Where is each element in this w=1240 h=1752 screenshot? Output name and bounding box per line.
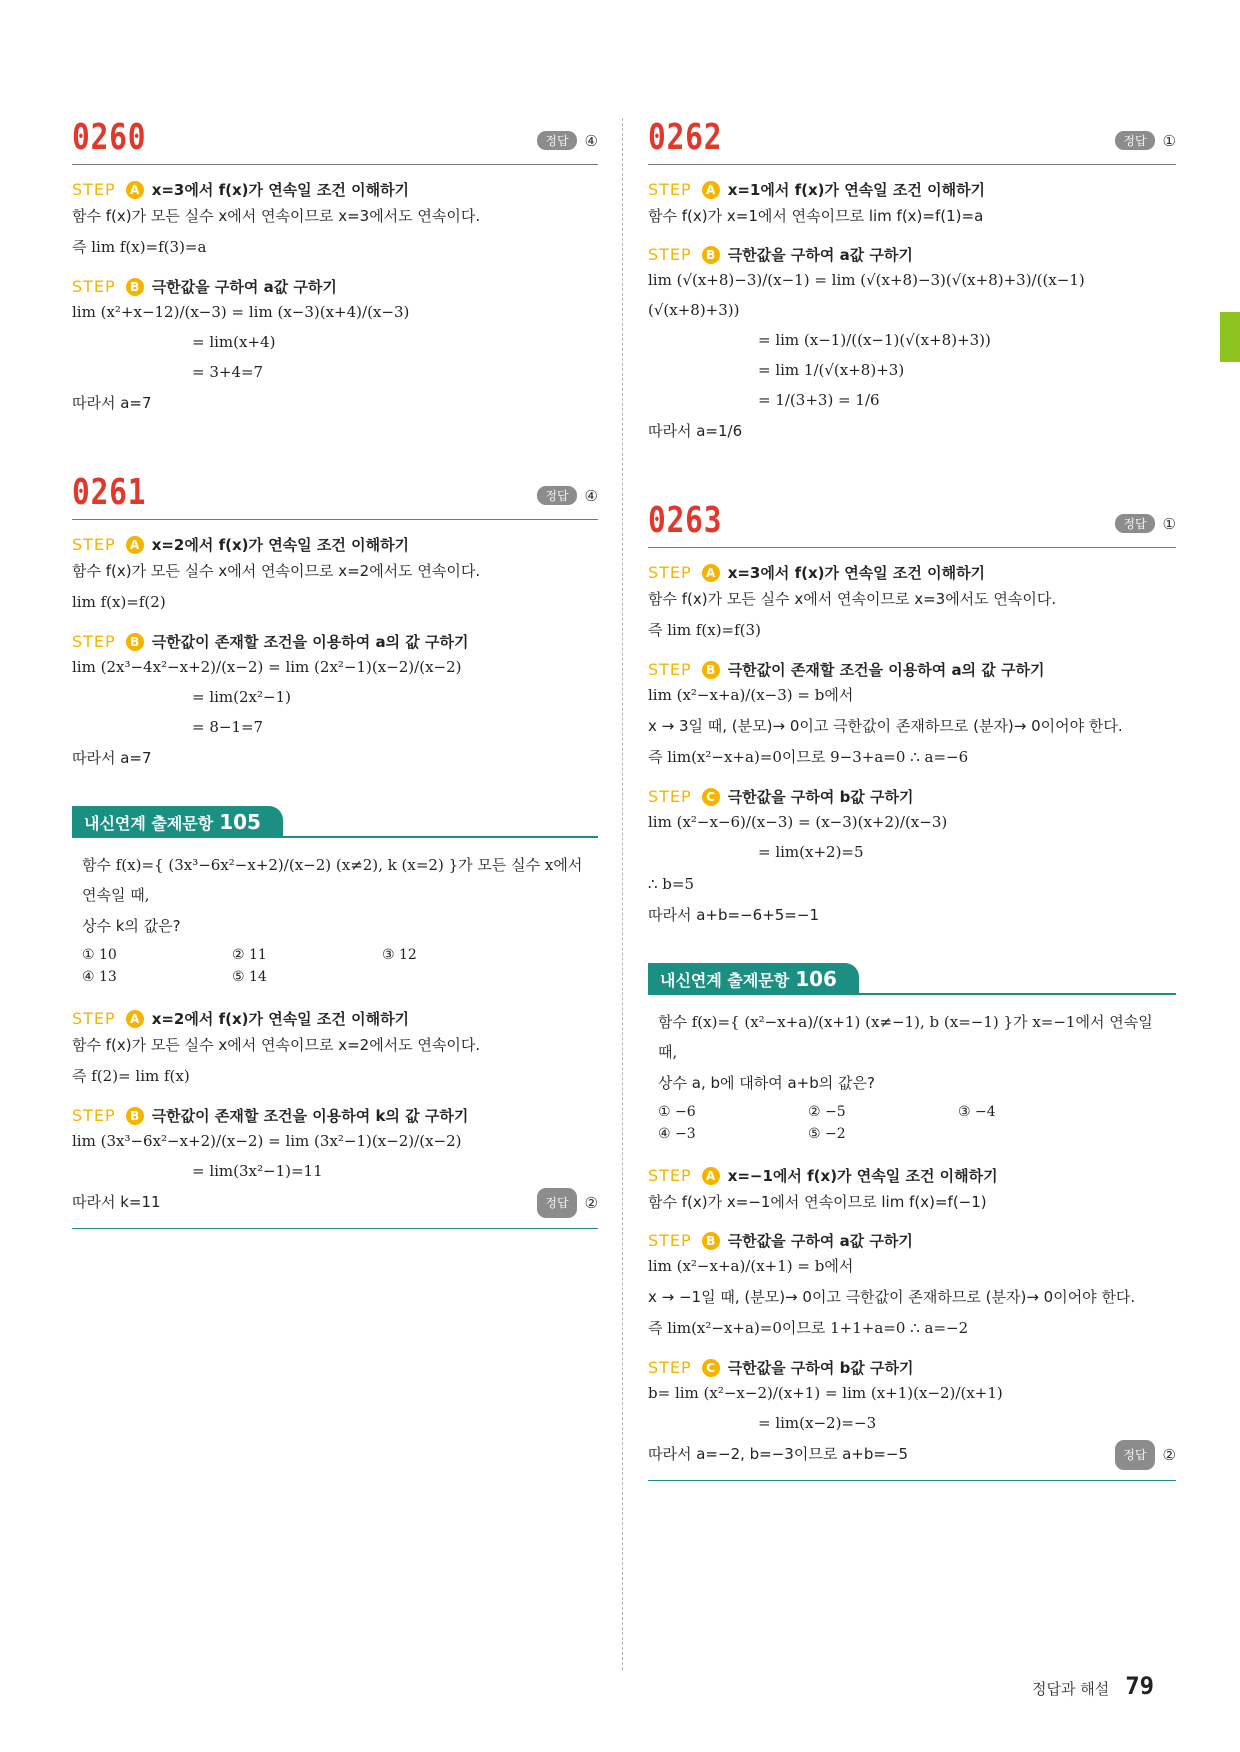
- question-line: 상수 a, b에 대하여 a+b의 값은?: [658, 1074, 875, 1092]
- column-divider: [622, 118, 623, 1670]
- step-title: x=−1에서 f(x)가 연속일 조건 이해하기: [727, 1167, 998, 1185]
- problem-number: 0261: [72, 472, 147, 513]
- naesin-question: [648, 995, 1176, 1151]
- math-line: lim (x²−x+a)/(x+1) = b에서: [648, 1257, 854, 1275]
- answer-badge: [537, 131, 598, 150]
- conclusion: 따라서 a=1/6: [648, 422, 743, 440]
- math-line: 즉 lim(x²−x+a)=0이므로 1+1+a=0 ∴ a=−2: [648, 1319, 969, 1337]
- step-tag: STEP: [72, 1009, 116, 1028]
- conclusion: 따라서 a+b=−6+5=−1: [648, 906, 819, 924]
- step-c: [648, 786, 1176, 807]
- step-tag: STEP: [648, 563, 692, 582]
- step-tag: STEP: [648, 180, 692, 199]
- naesin-header: [72, 802, 598, 838]
- step-tag: STEP: [72, 277, 116, 296]
- step-title: 극한값을 구하여 b값 구하기: [727, 788, 914, 806]
- step-title: 극한값을 구하여 a값 구하기: [727, 246, 913, 264]
- naesin-problem-106: [648, 959, 1176, 1481]
- conclusion: 따라서 a=7: [72, 394, 152, 412]
- step-tag: STEP: [648, 245, 692, 264]
- step-b: [72, 631, 598, 652]
- naesin-banner-label: 내신연계 출제문항: [84, 814, 214, 833]
- step-letter-badge: C: [702, 788, 720, 806]
- math-line: = 3+4=7: [192, 363, 264, 381]
- right-column: [648, 110, 1176, 1481]
- choice-item: ⑤ −2: [808, 1126, 846, 1142]
- conclusion: 따라서 a=7: [72, 749, 152, 767]
- answer-value: ②: [1162, 1446, 1176, 1464]
- problem-number: 0260: [72, 117, 147, 158]
- naesin-question: [72, 838, 598, 994]
- step-letter-badge: A: [126, 181, 144, 199]
- step-letter-badge: B: [126, 1107, 144, 1125]
- problem-header: [648, 493, 1176, 548]
- math-line: 즉 f(2)= lim f(x): [72, 1067, 190, 1085]
- math-line: = lim 1/(√(x+8)+3): [758, 361, 905, 379]
- math-line: lim (3x³−6x²−x+2)/(x−2) = lim (3x²−1)(x−2)/(x−2): [72, 1132, 462, 1150]
- math-line: lim f(x)=f(2): [72, 593, 166, 611]
- choice-item: ③ −4: [958, 1104, 996, 1120]
- step-letter-badge: B: [702, 246, 720, 264]
- page-footer: [1032, 1672, 1154, 1700]
- math-line: lim (x²+x−12)/(x−3) = lim (x−3)(x+4)/(x−3): [72, 303, 410, 321]
- naesin-problem-105: [72, 802, 598, 1229]
- step-b: [648, 1230, 1176, 1251]
- section-end-rule: [72, 1228, 598, 1229]
- step-a: [72, 1008, 598, 1029]
- text-line: 함수 f(x)가 모든 실수 x에서 연속이므로 x=2에서도 연속이다.: [72, 562, 481, 580]
- answer-label: 정답: [537, 1188, 576, 1218]
- problem-0262: [648, 110, 1176, 445]
- step-letter-badge: A: [702, 1167, 720, 1185]
- answer-badge: [537, 486, 598, 505]
- section-end-rule: [648, 1480, 1176, 1481]
- choice-item: ④ −3: [658, 1126, 696, 1142]
- choice-item: ③ 12: [382, 947, 417, 963]
- step-letter-badge: B: [702, 1232, 720, 1250]
- question-line: 함수 f(x)={ (3x³−6x²−x+2)/(x−2) (x≠2), k (x=2) }가 모든 실수 x에서 연속일 때,: [82, 856, 583, 904]
- answer-value: ④: [584, 486, 598, 505]
- step-letter-badge: A: [126, 1010, 144, 1028]
- text-line: 함수 f(x)가 모든 실수 x에서 연속이므로 x=2에서도 연속이다.: [72, 1036, 481, 1054]
- answer-label: 정답: [537, 486, 576, 505]
- step-b: [648, 244, 1176, 265]
- text-line: 함수 f(x)가 x=1에서 연속이므로 lim f(x)=f(1)=a: [648, 207, 984, 225]
- step-title: 극한값이 존재할 조건을 이용하여 a의 값 구하기: [151, 633, 469, 651]
- step-letter-badge: A: [126, 536, 144, 554]
- answer-label: 정답: [1115, 514, 1154, 533]
- problem-number: 0263: [648, 500, 723, 541]
- step-tag: STEP: [648, 1231, 692, 1250]
- naesin-number: 106: [795, 967, 837, 991]
- step-letter-badge: B: [126, 633, 144, 651]
- math-line: 즉 lim(x²−x+a)=0이므로 9−3+a=0 ∴ a=−6: [648, 748, 969, 766]
- math-line: = lim (x−1)/((x−1)(√(x+8)+3)): [758, 331, 991, 349]
- conclusion-row: [72, 1188, 598, 1216]
- problem-0260: [72, 110, 598, 417]
- math-line: lim (√(x+8)−3)/(x−1) = lim (√(x+8)−3)(√(x+8)+3)/((x−1)(√(x+8)+3)): [648, 271, 1085, 319]
- step-tag: STEP: [648, 660, 692, 679]
- math-line: = lim(x−2)=−3: [758, 1414, 877, 1432]
- math-line: = lim(3x²−1)=11: [192, 1162, 323, 1180]
- choice-item: ① −6: [658, 1104, 696, 1120]
- problem-header: [648, 110, 1176, 165]
- answer-badge: [1115, 514, 1176, 533]
- answer-value: ①: [1162, 514, 1176, 533]
- step-title: 극한값을 구하여 a값 구하기: [151, 278, 337, 296]
- math-line: = 1/(3+3) = 1/6: [758, 391, 880, 409]
- conclusion-row: [648, 1440, 1176, 1468]
- step-b: [648, 659, 1176, 680]
- answer-value: ②: [584, 1194, 598, 1212]
- answer-badge: [1115, 131, 1176, 150]
- question-line: 함수 f(x)={ (x²−x+a)/(x+1) (x≠−1), b (x=−1) }가 x=−1에서 연속일 때,: [658, 1013, 1153, 1061]
- step-tag: STEP: [648, 787, 692, 806]
- choice-item: ② −5: [808, 1104, 846, 1120]
- answer-label: 정답: [1115, 1440, 1154, 1470]
- step-title: x=2에서 f(x)가 연속일 조건 이해하기: [151, 536, 410, 554]
- choice-list: [82, 944, 588, 988]
- step-tag: STEP: [648, 1358, 692, 1377]
- page-number: 79: [1125, 1672, 1155, 1700]
- choice-list: [658, 1101, 1166, 1145]
- text-line: x → 3일 때, (분모)→ 0이고 극한값이 존재하므로 (분자)→ 0이어야 한다.: [648, 717, 1123, 735]
- choice-item: ⑤ 14: [232, 969, 267, 985]
- step-letter-badge: C: [702, 1359, 720, 1377]
- math-line: = lim(2x²−1): [192, 688, 291, 706]
- chapter-tab-marker: [1220, 312, 1240, 362]
- choice-item: ② 11: [232, 947, 267, 963]
- problem-header: [72, 110, 598, 165]
- text-line: x → −1일 때, (분모)→ 0이고 극한값이 존재하므로 (분자)→ 0이어야 한다.: [648, 1288, 1136, 1306]
- answer-value: ①: [1162, 131, 1176, 150]
- step-letter-badge: A: [702, 181, 720, 199]
- answer-label: 정답: [537, 131, 576, 150]
- problem-0263: [648, 493, 1176, 929]
- answer-label: 정답: [1115, 131, 1154, 150]
- step-c: [648, 1357, 1176, 1378]
- step-title: x=1에서 f(x)가 연속일 조건 이해하기: [727, 181, 986, 199]
- step-title: 극한값이 존재할 조건을 이용하여 a의 값 구하기: [727, 661, 1045, 679]
- step-tag: STEP: [72, 1106, 116, 1125]
- answer-badge: [537, 1188, 598, 1218]
- question-line: 상수 k의 값은?: [82, 917, 181, 935]
- step-title: 극한값이 존재할 조건을 이용하여 k의 값 구하기: [151, 1107, 469, 1125]
- step-tag: STEP: [72, 535, 116, 554]
- step-a: [72, 534, 598, 555]
- step-letter-badge: B: [702, 661, 720, 679]
- problem-header: [72, 465, 598, 520]
- step-a: [648, 1165, 1176, 1186]
- problem-number: 0262: [648, 117, 723, 158]
- naesin-number: 105: [219, 810, 261, 834]
- step-a: [648, 179, 1176, 200]
- text-line: 함수 f(x)가 모든 실수 x에서 연속이므로 x=3에서도 연속이다.: [72, 207, 481, 225]
- math-line: ∴ b=5: [648, 875, 695, 893]
- math-line: = lim(x+2)=5: [758, 843, 864, 861]
- math-line: lim (x²−x+a)/(x−3) = b에서: [648, 686, 854, 704]
- math-line: lim (2x³−4x²−x+2)/(x−2) = lim (2x²−1)(x−2)/(x−2): [72, 658, 462, 676]
- step-a: [648, 562, 1176, 583]
- math-line: 즉 lim f(x)=f(3): [648, 621, 761, 639]
- step-tag: STEP: [72, 180, 116, 199]
- step-letter-badge: A: [702, 564, 720, 582]
- step-tag: STEP: [648, 1166, 692, 1185]
- math-line: 즉 lim f(x)=f(3)=a: [72, 238, 207, 256]
- step-title: 극한값을 구하여 a값 구하기: [727, 1232, 913, 1250]
- step-tag: STEP: [72, 632, 116, 651]
- step-title: x=3에서 f(x)가 연속일 조건 이해하기: [151, 181, 410, 199]
- naesin-banner-label: 내신연계 출제문항: [660, 971, 790, 990]
- step-b: [72, 276, 598, 297]
- naesin-banner: [72, 806, 283, 838]
- math-line: = lim(x+4): [192, 333, 276, 351]
- naesin-header: [648, 959, 1176, 995]
- math-line: b= lim (x²−x−2)/(x+1) = lim (x+1)(x−2)/(x+1): [648, 1384, 1003, 1402]
- choice-item: ① 10: [82, 947, 117, 963]
- answer-value: ④: [584, 131, 598, 150]
- footer-label: 정답과 해설: [1032, 1680, 1110, 1698]
- step-title: 극한값을 구하여 b값 구하기: [727, 1359, 914, 1377]
- answer-badge: [1115, 1440, 1176, 1470]
- text-line: 함수 f(x)가 모든 실수 x에서 연속이므로 x=3에서도 연속이다.: [648, 590, 1057, 608]
- naesin-banner: [648, 963, 859, 995]
- left-column: [72, 110, 598, 1229]
- math-line: lim (x²−x−6)/(x−3) = (x−3)(x+2)/(x−3): [648, 813, 948, 831]
- choice-item: ④ 13: [82, 969, 117, 985]
- step-b: [72, 1105, 598, 1126]
- text-line: 함수 f(x)가 x=−1에서 연속이므로 lim f(x)=f(−1): [648, 1193, 987, 1211]
- step-title: x=3에서 f(x)가 연속일 조건 이해하기: [727, 564, 986, 582]
- math-line: = 8−1=7: [192, 718, 264, 736]
- conclusion: 따라서 k=11: [72, 1193, 161, 1211]
- step-a: [72, 179, 598, 200]
- step-title: x=2에서 f(x)가 연속일 조건 이해하기: [151, 1010, 410, 1028]
- step-letter-badge: B: [126, 278, 144, 296]
- conclusion: 따라서 a=−2, b=−3이므로 a+b=−5: [648, 1445, 909, 1463]
- problem-0261: [72, 465, 598, 772]
